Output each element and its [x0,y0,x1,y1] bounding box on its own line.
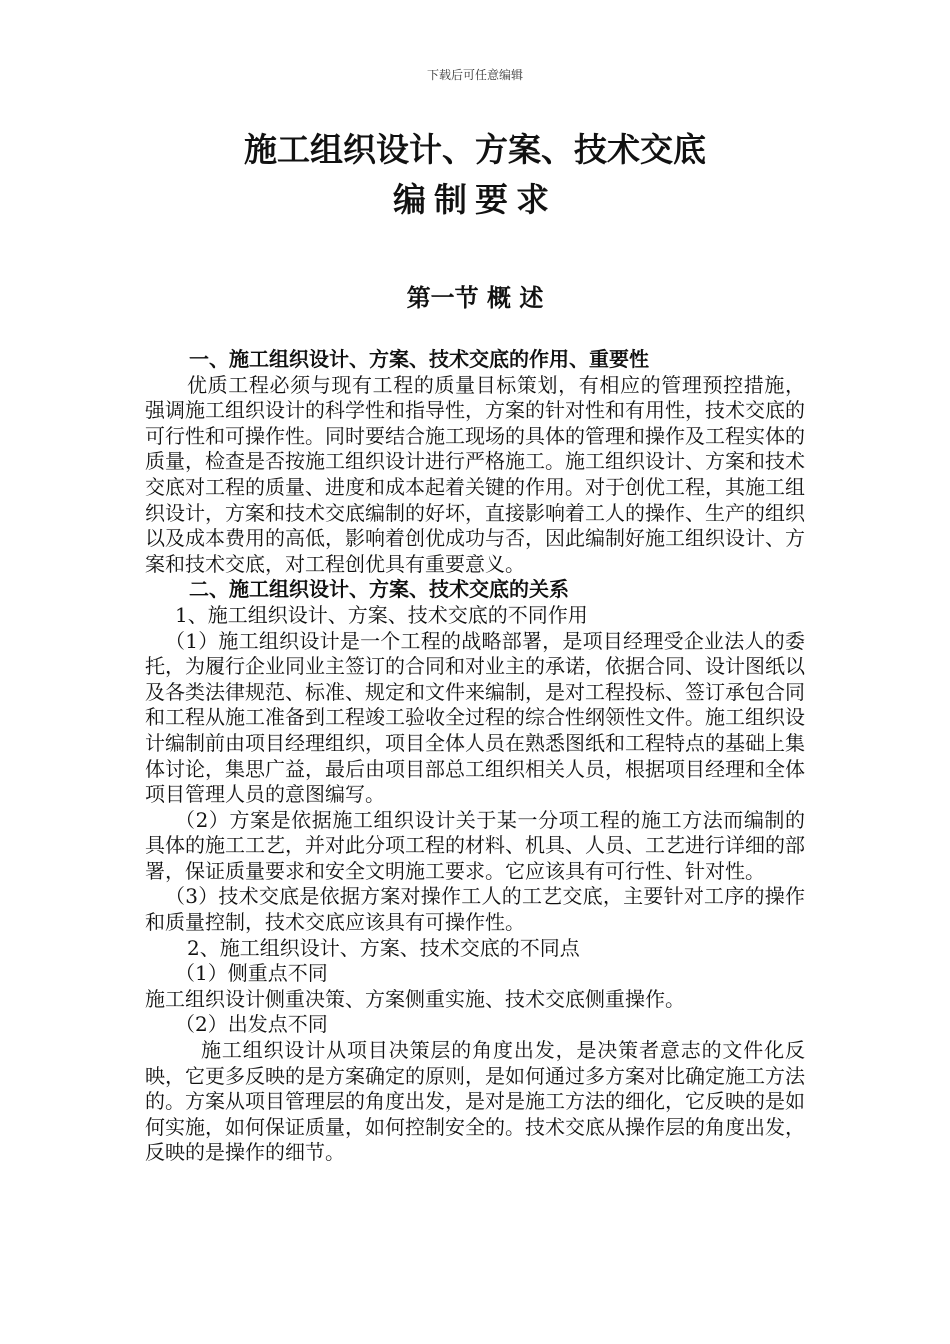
subheading-2: 2、施工组织设计、方案、技术交底的不同点 [187,935,580,960]
document-title-line1: 施工组织设计、方案、技术交底 [244,130,706,169]
point-2: （2）出发点不同 [175,1012,328,1037]
point-1: （1）侧重点不同 [175,961,328,986]
paragraph-1: 优质工程必须与现有工程的质量目标策划，有相应的管理预控措施，强调施工组织设计的科学性和指导性，方案的针对性和有用性，技术交底的可行性和可操作性。同时要结合施工现场的具体的管理和操作及工程实体的质量，检查是否按施工组织设计进行严格施工。施工组织设计、方案和技术交底对工程的质量、进度和成本起着关键的作用。对于创优工程，其施工组织设计，方案和技术交底编制的好坏，直接影响着工人的操作、生产的组织以及成本费用的高低，影响着创优成功与否，因此编制好施工组织设计、方案和技术交底，对工程创优具有重要意义。 [145,372,805,576]
subheading-1: 1、施工组织设计、方案、技术交底的不同作用 [175,602,588,627]
heading-2: 二、施工组织设计、方案、技术交底的关系 [189,577,569,602]
item-1: （1）施工组织设计是一个工程的战略部署，是项目经理受企业法人的委托，为履行企业同业主签订的合同和对业主的承诺，依据合同、设计图纸以及各类法律规范、标准、规定和文件来编制，是对工程投标、签订承包合同和工程从施工准备到工程竣工验收全过程的综合性纲领性文件。施工组织设计编制前由项目经理组织，项目全体人员在熟悉图纸和工程特点的基础上集体讨论，集思广益，最后由项目部总工组织相关人员，根据项目经理和全体项目管理人员的意图编写。 [145,628,805,807]
header-note: 下载后可任意编辑 [426,68,523,82]
document-body [145,347,805,1166]
point-1-text: 施工组织设计侧重决策、方案侧重实施、技术交底侧重操作。 [145,986,685,1011]
section-title: 第一节 概 述 [406,284,544,312]
point-2-text: 施工组织设计从项目决策层的角度出发，是决策者意志的文件化反映，它更多反映的是方案确定的原则，是如何通过多方案对比确定施工方法的。方案从项目管理层的角度出发，是对是施工方法的细化，它反映的是如何实施，如何保证质量，如何控制安全的。技术交底从操作层的角度出发，反映的是操作的细节。 [145,1038,805,1165]
item-3: （3）技术交底是依据方案对操作工人的工艺交底，主要针对工序的操作和质量控制，技术交底应该具有可操作性。 [145,884,805,935]
item-2: （2）方案是依据施工组织设计关于某一分项工程的施工方法而编制的具体的施工工艺，并对此分项工程的材料、机具、人员、工艺进行详细的部署，保证质量要求和安全文明施工要求。它应该具有可行性、针对性。 [145,807,805,883]
document-title-line2: 编制要求 [393,180,557,219]
heading-1: 一、施工组织设计、方案、技术交底的作用、重要性 [189,347,649,371]
